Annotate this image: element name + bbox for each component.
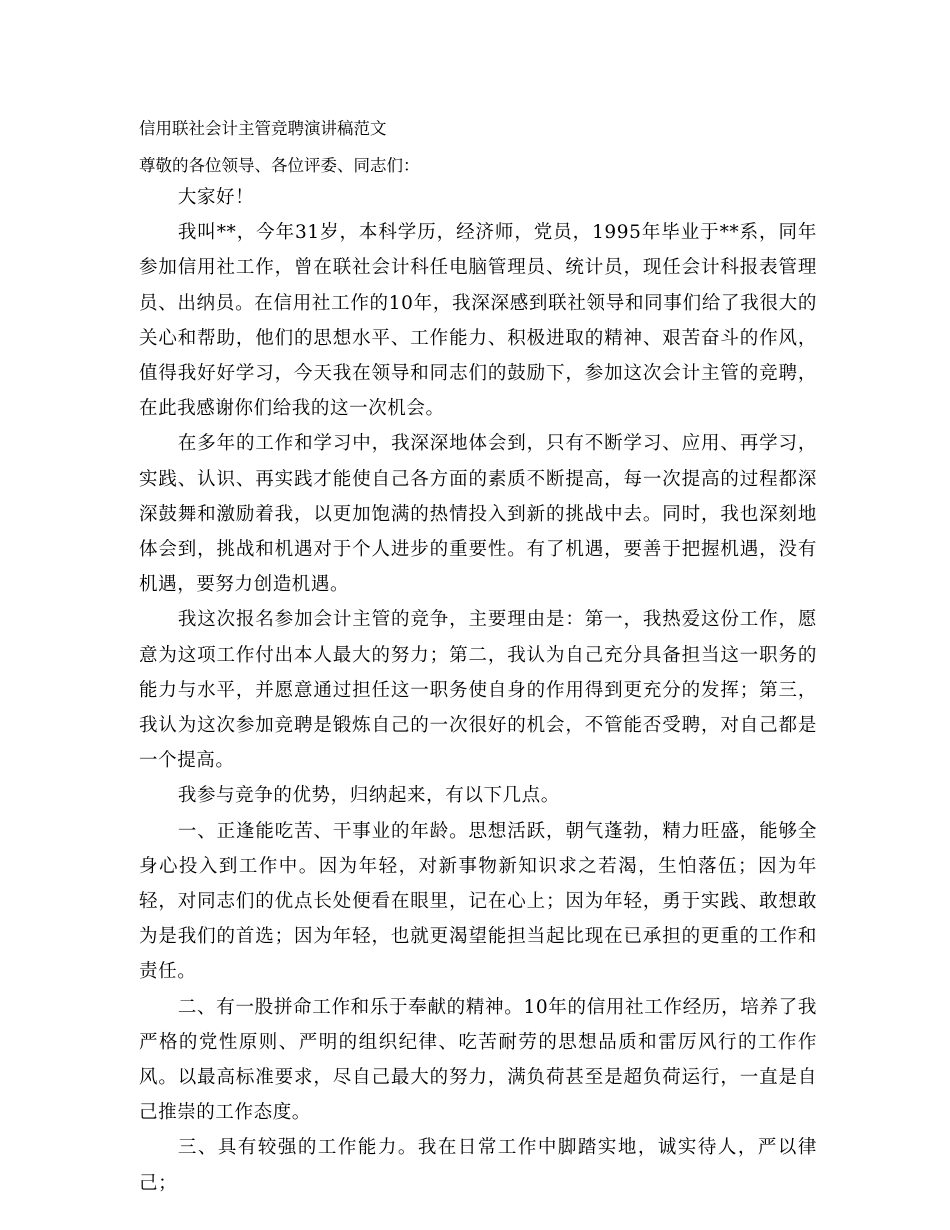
document-title: 信用联社会计主管竞聘演讲稿范文: [139, 119, 387, 138]
paragraph-experience: 在多年的工作和学习中，我深深地体会到，只有不断学习、应用、再学习，实践、认识、再实践才能使自己各方面的素质不断提高，每一次提高的过程都深深鼓舞和激励着我，以更加饱满的热情投入到新的挑战中去。同时，我也深刻地体会到，挑战和机遇对于个人进步的重要性。有了机遇，要善于把握机遇，没有机遇，要努力创造机遇。: [139, 433, 817, 596]
paragraph-advantage-3: 三、具有较强的工作能力。我在日常工作中脚踏实地，诚实待人，严以律己；: [139, 1137, 817, 1194]
paragraph-introduction: 我叫**，今年31岁，本科学历，经济师，党员，1995年毕业于**系，同年参加信用社工作，曾在联社会计科任电脑管理员、统计员，现任会计科报表管理员、出纳员。在信用社工作的10年，我深深感到联社领导和同事们给了我很大的关心和帮助，他们的思想水平、工作能力、积极进取的精神、艰苦奋斗的作风，值得我好好学习，今天我在领导和同志们的鼓励下，参加这次会计主管的竞聘，在此我感谢你们给我的这一次机会。: [139, 222, 817, 420]
paragraph-advantage-2: 二、有一股拼命工作和乐于奉献的精神。10年的信用社工作经历，培养了我严格的党性原则、严明的组织纪律、吃苦耐劳的思想品质和雷厉风行的工作作风。以最高标准要求，尽自己最大的努力，满负荷甚至是超负荷运行，一直是自己推崇的工作态度。: [139, 996, 817, 1124]
document-body: [139, 180, 817, 1201]
paragraph-advantage-1: 一、正逢能吃苦、干事业的年龄。思想活跃，朝气蓬勃，精力旺盛，能够全身心投入到工作中。因为年轻，对新事物新知识求之若渴，生怕落伍；因为年轻，对同志们的优点长处便看在眼里，记在心上；因为年轻，勇于实践、敢想敢为是我们的首选；因为年轻，也就更渴望能担当起比现在已承担的更重的工作和责任。: [139, 820, 817, 983]
paragraph-reasons: 我这次报名参加会计主管的竞争，主要理由是：第一，我热爱这份工作，愿意为这项工作付出本人最大的努力；第二，我认为自己充分具备担当这一职务的能力与水平，并愿意通过担任这一职务使自身的作用得到更充分的发挥；第三，我认为这次参加竞聘是锻炼自己的一次很好的机会，不管能否受聘，对自己都是一个提高。: [139, 609, 817, 772]
paragraph-advantages-intro: 我参与竞争的优势，归纳起来，有以下几点。: [177, 785, 560, 807]
salutation: 尊敬的各位领导、各位评委、同志们：: [139, 156, 420, 175]
paragraph-greeting: 大家好！: [177, 187, 255, 208]
